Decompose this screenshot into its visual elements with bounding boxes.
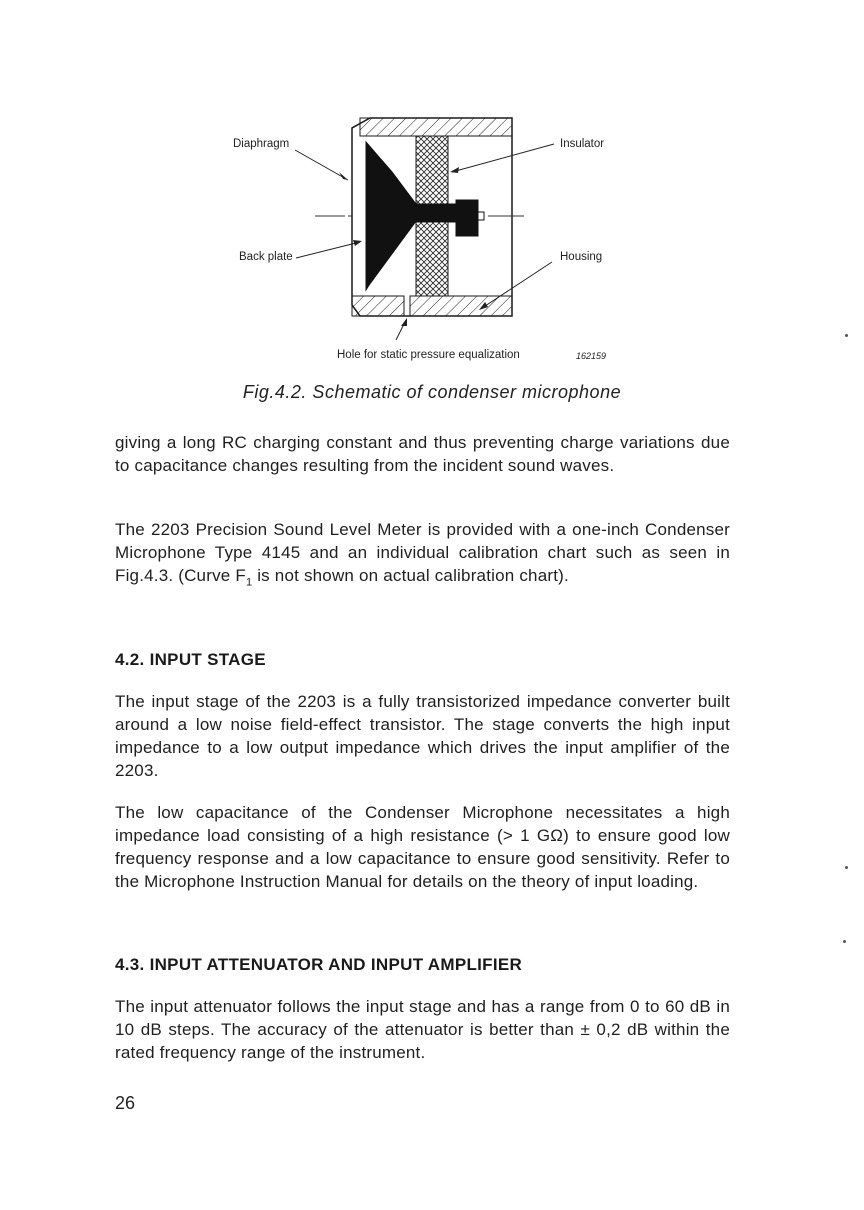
paragraph-text: The input stage of the 2203 is a fully transistorized impedance converter built around a low noise field-effect transistor. The stage converts the high input impedance to a low output impedance which drives the input amplifier of the 2203. <box>115 692 730 780</box>
leader-back-plate <box>296 242 360 258</box>
page-number: 26 <box>115 1093 136 1113</box>
margin-speck <box>843 940 846 943</box>
leader-insulator-arrow <box>450 167 459 173</box>
label-hole: Hole for static pressure equalization <box>337 349 520 361</box>
leader-insulator <box>452 144 554 172</box>
paragraph-attenuator <box>115 995 730 1064</box>
leader-back-plate-arrow <box>353 240 362 246</box>
leader-housing <box>482 262 552 308</box>
paragraph-input-stage <box>115 690 730 782</box>
paragraph-text: The 2203 Precision Sound Level Meter is provided with a one-inch Condenser Microphone Type 4145 and an individual calibration chart such as seen in Fig.4.3. (Curve $F_1$ is not shown on actual calibration chart). <box>115 520 730 589</box>
leader-hole-arrow <box>401 318 407 326</box>
terminal <box>478 212 484 220</box>
leader-diaphragm <box>295 150 348 180</box>
housing-bottom-band-right <box>410 296 512 316</box>
paragraph-text: giving a long RC charging constant and thus preventing charge variations due to capacitance changes resulting from the incident sound waves. <box>115 433 730 475</box>
figure-number: 162159 <box>576 351 607 361</box>
heading-input-stage: 4.2. INPUT STAGE <box>115 650 266 669</box>
paragraph-rc-charging <box>115 431 730 477</box>
microphone-schematic <box>220 100 640 365</box>
margin-speck <box>845 866 848 869</box>
heading-input-attenuator: 4.3. INPUT ATTENUATOR AND INPUT AMPLIFIER <box>115 955 523 974</box>
margin-speck <box>845 334 848 337</box>
paragraph-text: The low capacitance of the Condenser Microphone necessitates a high impedance load consisting of a high resistance (> 1 GΩ) to ensure good low frequency response and a low capacitance to ensure good sensitivity. Refer to the Microphone Instruction Manual for details on the theory of input loading. <box>115 803 730 891</box>
paragraph-capacitance <box>115 801 730 893</box>
label-diaphragm: Diaphragm <box>233 138 290 150</box>
housing-bottom-band-left <box>352 296 404 316</box>
paragraph-text: The input attenuator follows the input stage and has a range from 0 to 60 dB in 10 dB steps. The accuracy of the attenuator is better than ± 0,2 dB within the rated frequency range of the instrument. <box>115 997 730 1062</box>
label-back-plate: Back plate <box>239 251 293 263</box>
figure-caption: Fig.4.2. Schematic of condenser microphone <box>242 382 622 402</box>
back-plate-wedge <box>366 142 416 290</box>
label-housing: Housing <box>560 251 603 263</box>
housing-top-band <box>360 118 512 136</box>
label-insulator: Insulator <box>560 138 605 150</box>
paragraph-microphone-type <box>115 518 730 594</box>
